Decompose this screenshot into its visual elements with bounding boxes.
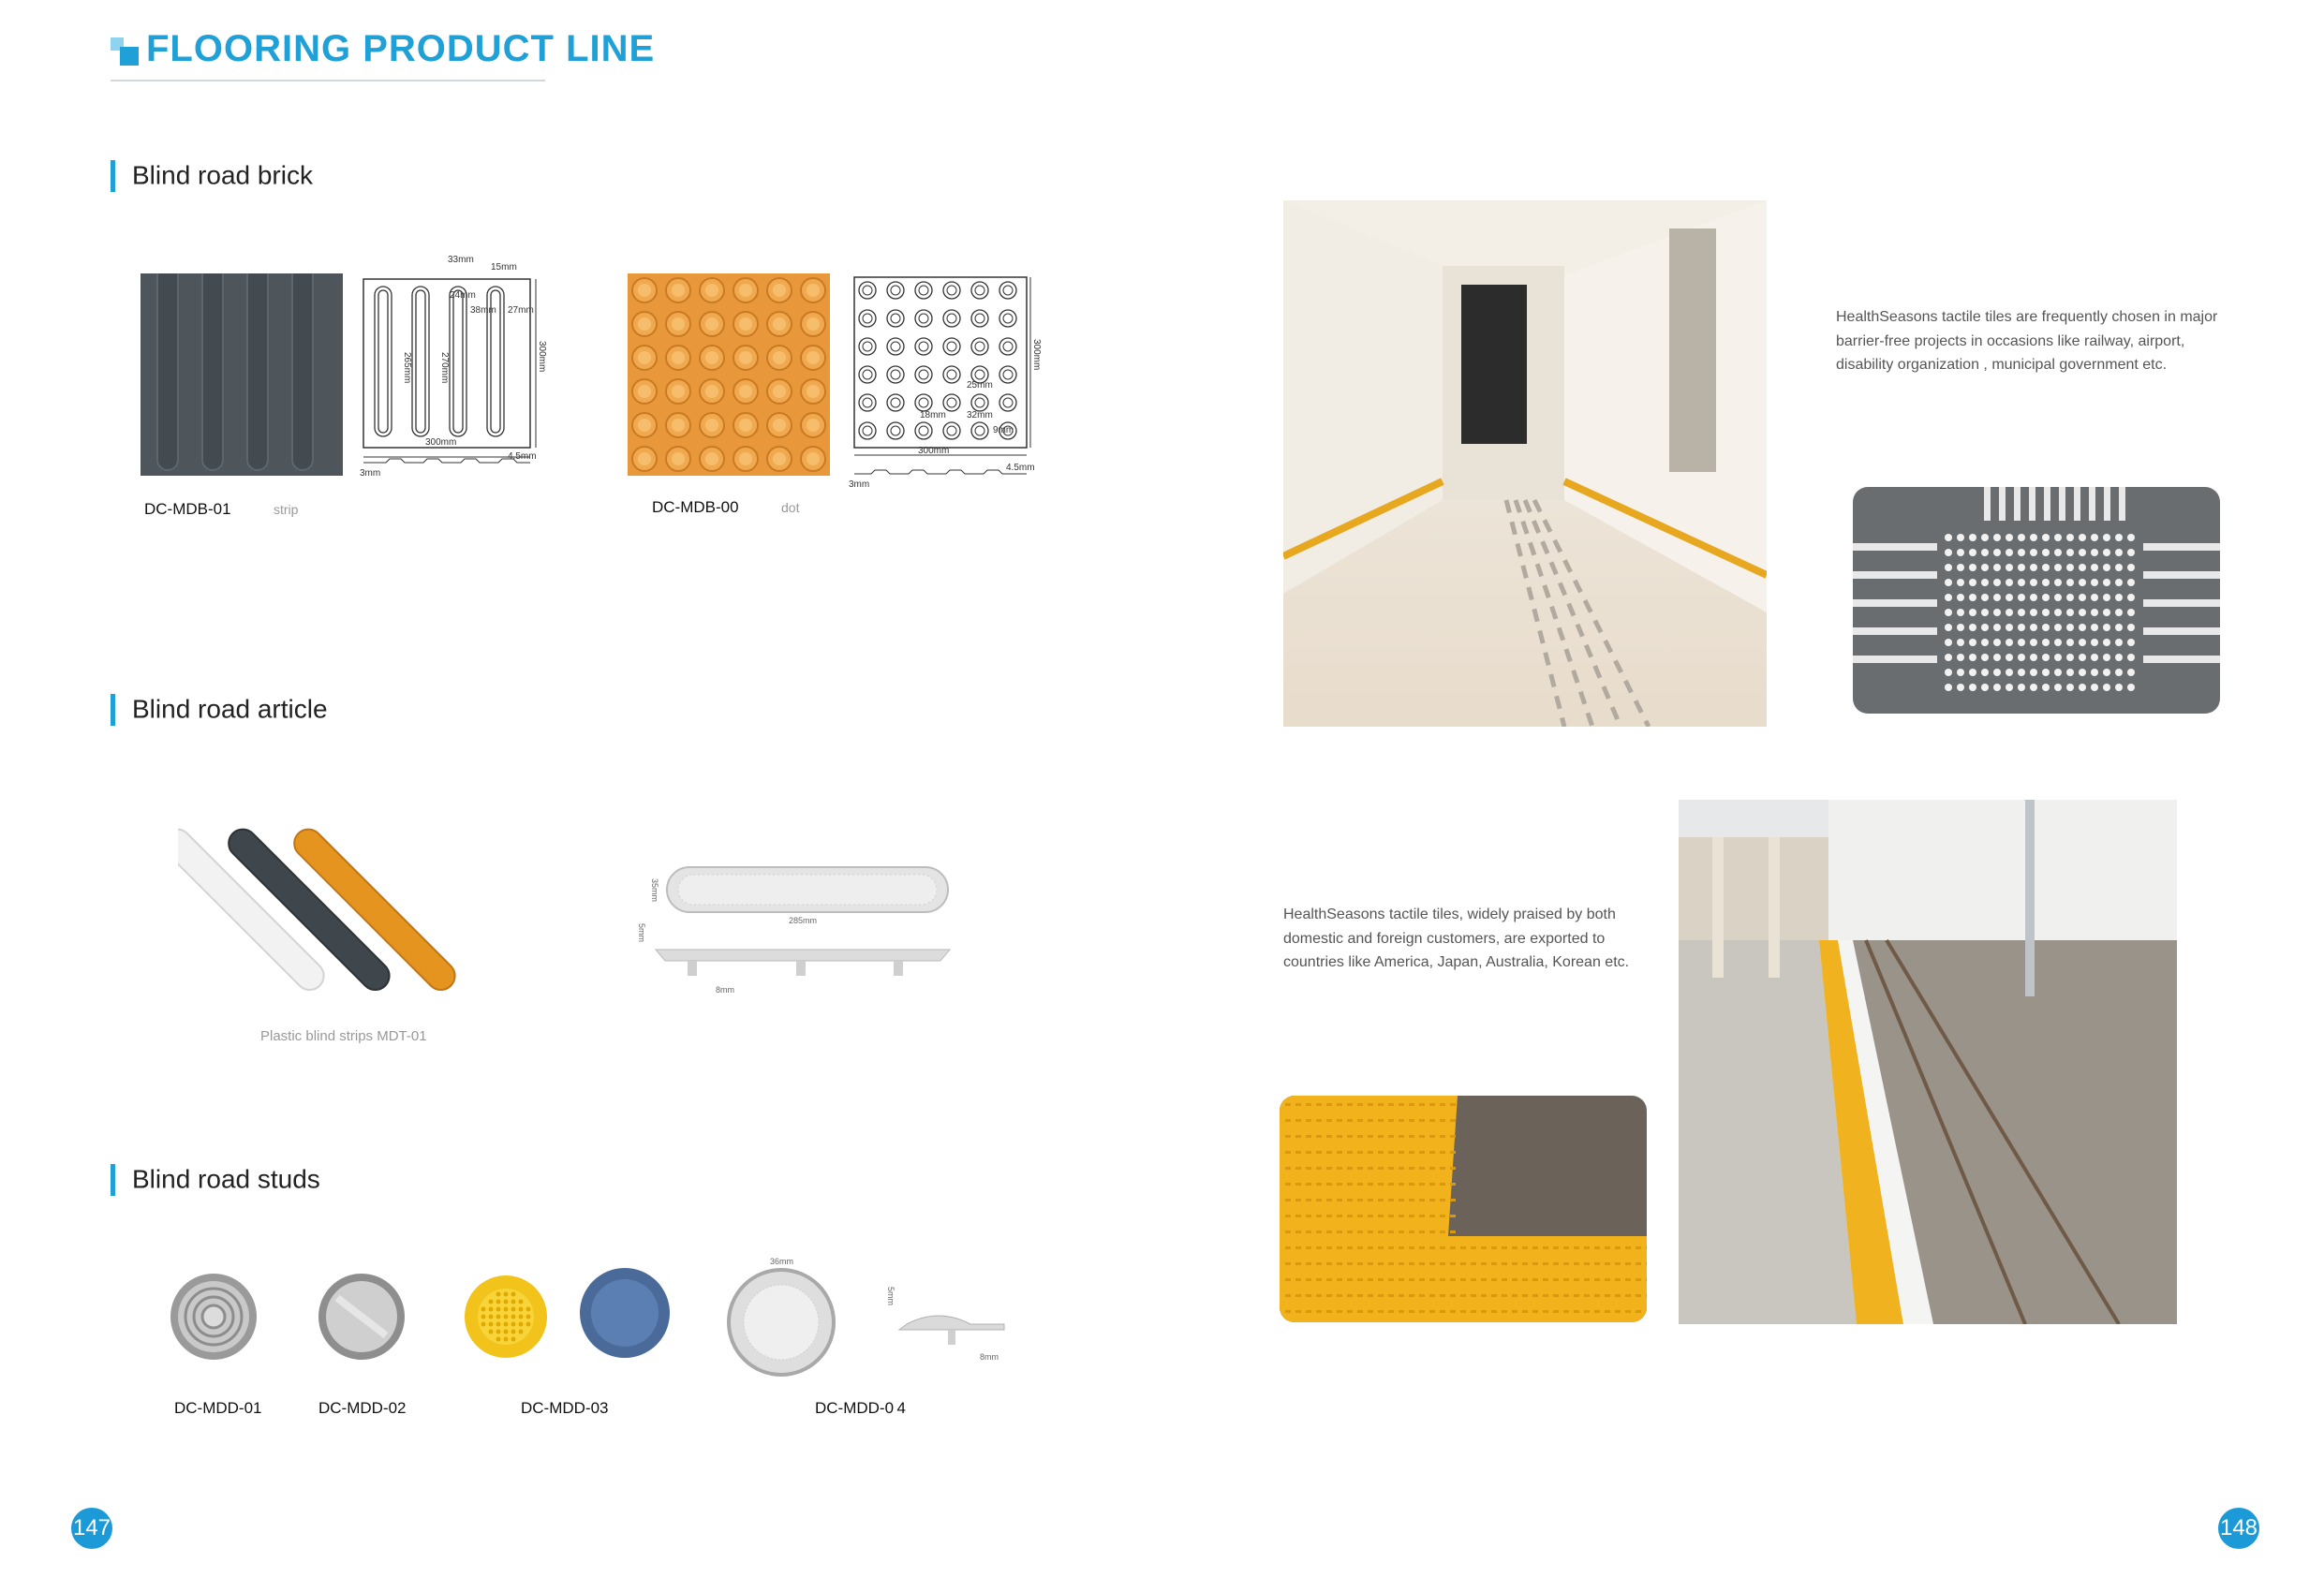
dim-300mm-vertical: 300mm bbox=[1031, 339, 1042, 371]
dim-15mm: 15mm bbox=[491, 262, 517, 273]
dim-3mm: 3mm bbox=[849, 479, 870, 490]
dim-18mm: 18mm bbox=[920, 410, 946, 420]
dim-24mm: 24mm bbox=[450, 290, 476, 301]
dim-270mm: 270mm bbox=[439, 352, 450, 384]
description-paragraph-1: HealthSeasons tactile tiles are frequently chosen in major barrier-free projects in occasions like railway, airport, disability organization , municipal government etc. bbox=[1836, 309, 2218, 373]
stud-03-yellow-photo bbox=[459, 1270, 553, 1363]
page-number-left: 147 bbox=[71, 1508, 112, 1549]
dim-5mm: 5mm bbox=[637, 923, 646, 942]
dot-tile-photo bbox=[628, 273, 830, 476]
stud-code: DC-MDD-03 bbox=[521, 1399, 609, 1417]
corridor-tactile-photo bbox=[1283, 200, 1767, 727]
metal-tactile-photo bbox=[1853, 487, 2220, 714]
dim-33mm: 33mm bbox=[448, 255, 474, 265]
dim-4-5mm: 4.5mm bbox=[1006, 463, 1035, 473]
stud-code: DC-MDD-01 bbox=[174, 1399, 262, 1417]
stud-code: DC-MDD-0 4 bbox=[815, 1399, 906, 1417]
section-heading-studs: Blind road studs bbox=[111, 1163, 320, 1196]
dim-25mm: 25mm bbox=[967, 380, 993, 391]
description-paragraph-2: HealthSeasons tactile tiles, widely praised by both domestic and foreign customers, are exported to countries like America, Japan, Australia, Korean etc. bbox=[1283, 906, 1630, 970]
product-code: DC-MDB-00 bbox=[652, 498, 739, 516]
dim-38mm: 38mm bbox=[470, 305, 496, 316]
railway-platform-photo bbox=[1679, 800, 2177, 1324]
dim-265mm: 265mm bbox=[402, 352, 412, 384]
stud-code: DC-MDD-02 bbox=[318, 1399, 407, 1417]
dot-tile-drawing bbox=[843, 272, 1049, 493]
page-number-right: 148 bbox=[2218, 1508, 2259, 1549]
page-title: FLOORING PRODUCT LINE bbox=[146, 28, 656, 69]
dim-300mm-horizontal: 300mm bbox=[918, 446, 950, 456]
dim-36mm: 36mm bbox=[770, 1257, 794, 1266]
stud-02-photo bbox=[315, 1270, 408, 1363]
strip-technical-drawing bbox=[629, 830, 957, 998]
plastic-strips-photo bbox=[178, 796, 496, 1021]
dim-8mm: 8mm bbox=[980, 1352, 999, 1362]
product-code: DC-MDB-01 bbox=[144, 500, 231, 518]
product-type: dot bbox=[781, 500, 800, 515]
dim-3mm: 3mm bbox=[360, 468, 381, 479]
header-divider bbox=[111, 80, 545, 81]
dim-5mm: 5mm bbox=[886, 1287, 896, 1305]
dim-8mm: 8mm bbox=[716, 985, 734, 995]
dim-285mm: 285mm bbox=[789, 916, 818, 925]
brand-logo-icon bbox=[111, 37, 141, 66]
section-heading-article: Blind road article bbox=[111, 693, 328, 726]
section-heading-brick: Blind road brick bbox=[111, 159, 313, 192]
stud-04-technical-drawing bbox=[723, 1255, 1023, 1386]
stud-01-photo bbox=[167, 1270, 260, 1363]
product-type: strip bbox=[274, 502, 299, 517]
yellow-tactile-corner-photo bbox=[1280, 1096, 1647, 1322]
strip-tile-photo bbox=[141, 273, 343, 476]
dim-27mm: 27mm bbox=[508, 305, 534, 316]
strip-caption: Plastic blind strips MDT-01 bbox=[260, 1028, 427, 1044]
dim-32mm: 32mm bbox=[967, 410, 993, 420]
dim-9mm: 9mm bbox=[993, 425, 1014, 435]
dim-4-5mm: 4.5mm bbox=[508, 451, 537, 462]
dim-35mm: 35mm bbox=[650, 878, 659, 903]
dim-300mm-vertical: 300mm bbox=[537, 341, 547, 373]
dim-300mm-horizontal: 300mm bbox=[425, 437, 457, 448]
strip-tile-drawing bbox=[348, 251, 555, 480]
stud-03-blue-photo bbox=[573, 1264, 676, 1362]
